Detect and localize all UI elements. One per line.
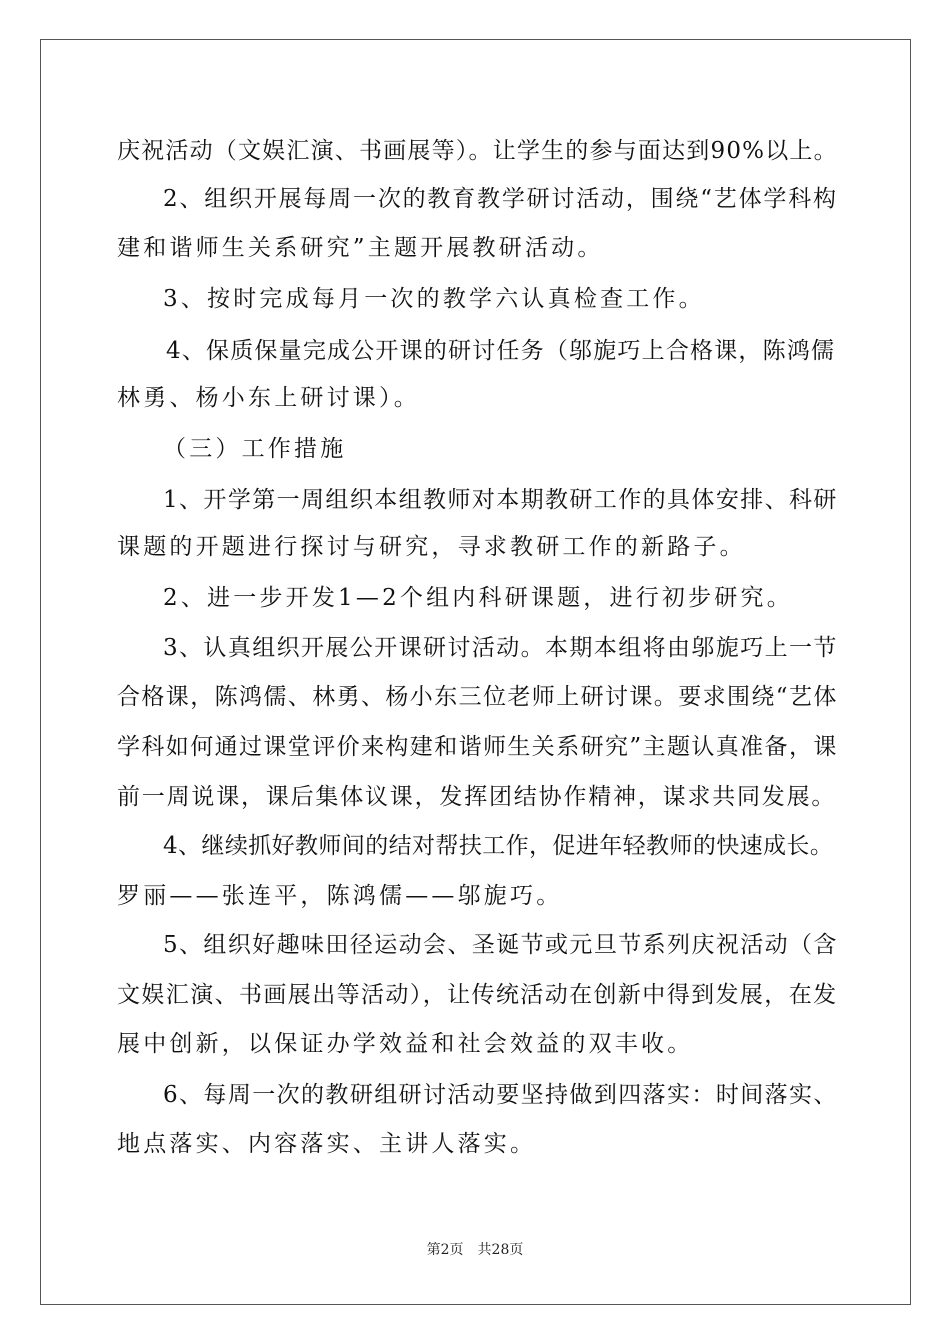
text-line-13: 学科如何通过课堂评价来构建和谐师生关系研究”主题认真准备，课 <box>117 734 838 760</box>
text-line-1: 庆祝活动（文娱汇演、书画展等）。让学生的参与面达到90%以上。 <box>117 138 838 164</box>
text-line-4: 3、按时完成每月一次的教学六认真检查工作。 <box>163 286 705 312</box>
text-line-9: 课题的开题进行探讨与研究，寻求教研工作的新路子。 <box>117 534 746 560</box>
text-line-12: 合格课，陈鸿儒、林勇、杨小东三位老师上研讨课。要求围绕“艺体 <box>117 684 838 710</box>
section-heading: （三）工作措施 <box>163 436 347 462</box>
text-line-17: 5、组织好趣味田径运动会、圣诞节或元旦节系列庆祝活动（含 <box>163 932 838 958</box>
text-line-19: 展中创新，以保证办学效益和社会效益的双丰收。 <box>117 1031 694 1057</box>
page-number-footer: 第2页 共28页 <box>426 1242 524 1258</box>
text-line-8: 1、开学第一周组织本组教师对本期教研工作的具体安排、科研 <box>163 487 838 513</box>
page-border <box>40 39 911 1305</box>
text-line-16: 罗丽——张连平，陈鸿儒——邬旎巧。 <box>117 883 563 909</box>
text-line-6: 林勇、杨小东上研讨课）。 <box>117 385 420 411</box>
text-line-15: 4、继续抓好教师间的结对帮扶工作，促进年轻教师的快速成长。 <box>163 833 834 859</box>
text-line-2: 2、组织开展每周一次的教育教学研讨活动，围绕“艺体学科构 <box>163 186 838 212</box>
text-line-3: 建和谐师生关系研究”主题开展教研活动。 <box>117 235 604 261</box>
text-line-21: 地点落实、内容落实、主讲人落实。 <box>117 1131 537 1157</box>
text-line-14: 前一周说课，课后集体议课，发挥团结协作精神，谋求共同发展。 <box>117 784 837 810</box>
text-line-10: 2、进一步开发1—2个组内科研课题，进行初步研究。 <box>163 585 793 611</box>
text-line-11: 3、认真组织开展公开课研讨活动。本期本组将由邬旎巧上一节 <box>163 635 838 661</box>
text-line-5: 4、保质保量完成公开课的研讨任务（邬旎巧上合格课，陈鸿儒 <box>166 338 836 364</box>
text-line-18: 文娱汇演、书画展出等活动），让传统活动在创新中得到发展，在发 <box>117 982 838 1008</box>
text-line-20: 6、每周一次的教研组研讨活动要坚持做到四落实：时间落实、 <box>163 1082 838 1108</box>
